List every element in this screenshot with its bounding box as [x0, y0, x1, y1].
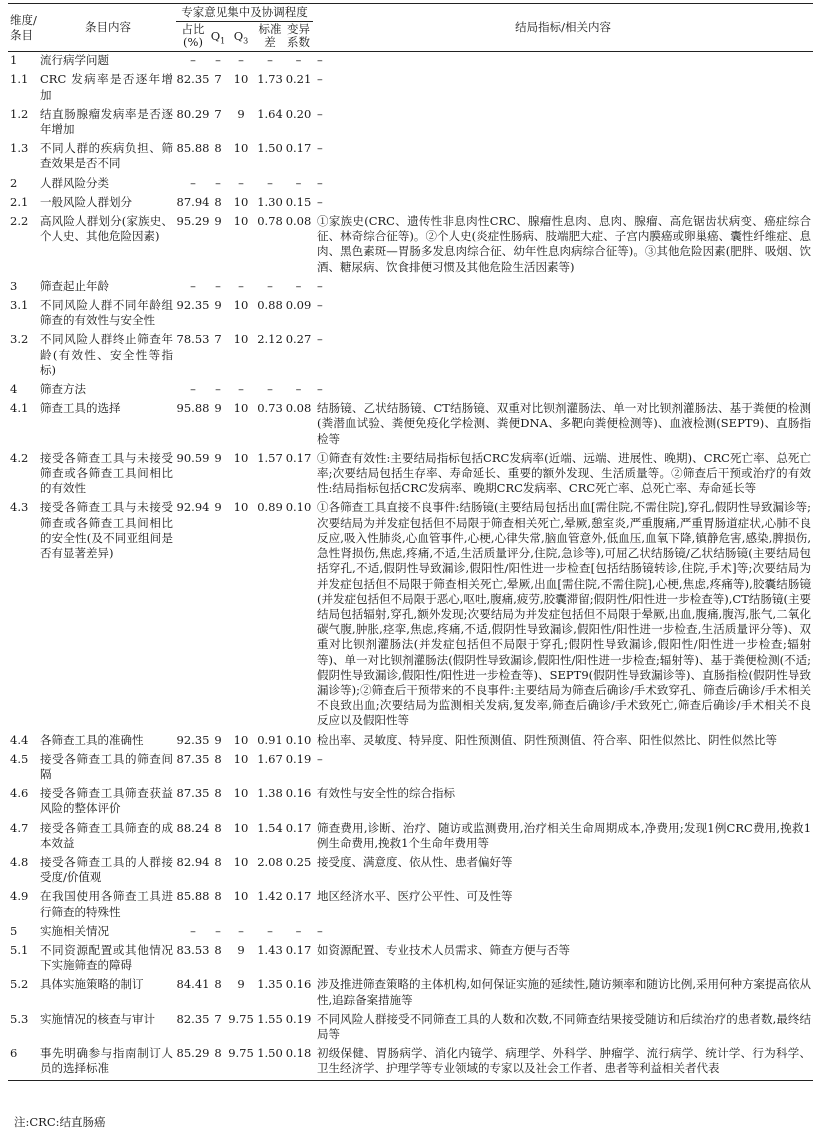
row-id: 1.3 [10, 141, 29, 156]
row-item: 实施情况的核查与审计 [40, 1011, 155, 1026]
row-q1: 8 [214, 942, 222, 957]
table-row [8, 52, 813, 72]
row-related: 检出率、灵敏度、特异度、阳性预测值、阴性预测值、符合率、阳性似然比、阴性似然比等 [317, 732, 778, 747]
row-q1: – [215, 382, 221, 397]
row-id: 5.1 [10, 942, 29, 957]
row-sd: 1.50 [257, 141, 283, 156]
row-q1: 9 [214, 214, 222, 229]
row-pct: 92.94 [176, 500, 210, 515]
row-sd: 0.78 [257, 214, 283, 229]
delphi-results-table [8, 3, 813, 1081]
row-pct: 85.88 [176, 889, 210, 904]
row-cv: 0.17 [285, 450, 312, 465]
row-pct: 92.35 [176, 732, 210, 747]
row-related: 有效性与安全性的综合指标 [317, 786, 456, 801]
row-pct: 87.35 [176, 786, 210, 801]
table-row [8, 140, 813, 174]
row-pct: 78.53 [176, 332, 210, 347]
row-sd: 1.55 [257, 1011, 283, 1026]
row-sd: 1.38 [257, 786, 283, 801]
header-q3-letter: Q [233, 28, 244, 43]
table-row [8, 381, 813, 400]
table-row [8, 888, 813, 922]
row-cv: 0.17 [285, 942, 312, 957]
table-row [8, 820, 813, 854]
row-item: 流行病学问题 [40, 53, 109, 68]
row-q3: – [238, 175, 244, 190]
row-id: 4 [10, 382, 18, 397]
row-q1: – [215, 278, 221, 293]
row-item: 人群风险分类 [40, 175, 109, 190]
row-pct: 88.24 [176, 820, 210, 835]
row-id: 1.1 [10, 72, 29, 87]
row-related: 不同风险人群接受不同筛查工具的人数和次数,不同筛查结果接受随访和后续治疗的患者数,最终结局等 [317, 1011, 812, 1041]
row-id: 2.1 [10, 194, 29, 209]
row-item: 在我国使用各筛查工具进行筛查的特殊性 [40, 889, 173, 919]
row-sd: 1.30 [257, 194, 283, 209]
row-sd: 0.88 [257, 298, 283, 313]
table-row [8, 854, 813, 888]
row-q1: 7 [214, 106, 222, 121]
row-cv: 0.15 [285, 194, 312, 209]
header-content: 条目内容 [40, 4, 176, 52]
row-cv: 0.18 [284, 1045, 313, 1080]
row-pct: 83.53 [176, 942, 210, 957]
row-q1: 8 [214, 820, 222, 835]
header-sd: 标准差 [256, 22, 284, 52]
row-sd: 0.73 [257, 401, 283, 416]
header-related: 结局指标/相关内容 [313, 4, 813, 52]
row-q3: 9 [237, 106, 245, 121]
header-consensus-group: 专家意见集中及协调程度 [176, 4, 313, 22]
row-related: – [317, 332, 323, 347]
row-related: 接受度、满意度、依从性、患者偏好等 [317, 854, 513, 869]
header-dim-item: 维度/条目 [8, 4, 40, 52]
row-related: – [317, 106, 323, 121]
row-pct: 90.59 [176, 450, 210, 465]
row-pct: – [190, 175, 196, 190]
row-q1: 9 [214, 298, 222, 313]
row-item: 接受各筛查工具筛查的成本效益 [40, 820, 173, 850]
row-related: 结肠镜、乙状结肠镜、CT结肠镜、双重对比钡剂灌肠法、单一对比钡剂灌肠法、基于粪便的检测(粪潜血试验、粪便免疫化学检测、粪便DNA、多靶向粪便检测等)、血液检测(SEPT9)、直肠指检等 [317, 401, 812, 446]
row-cv: 0.09 [285, 298, 312, 313]
table-row [8, 213, 813, 278]
row-q1: 9 [214, 500, 222, 515]
row-item: 接受各筛查工具的筛查间隔 [40, 751, 173, 781]
table-row [8, 1011, 813, 1045]
row-id: 3.1 [10, 298, 29, 313]
row-cv: 0.16 [285, 786, 312, 801]
row-q1: 8 [214, 786, 222, 801]
table-row [8, 942, 813, 976]
row-cv: 0.25 [285, 854, 312, 869]
table-row [8, 1045, 813, 1080]
row-related: – [317, 923, 323, 938]
row-q1: 7 [214, 72, 222, 87]
row-q1: 8 [214, 977, 222, 992]
row-cv: 0.16 [285, 977, 312, 992]
row-q3: 10 [233, 500, 249, 515]
row-item: 事先明确参与指南制订人员的选择标准 [40, 1045, 176, 1080]
row-item: CRC 发病率是否逐年增加 [40, 72, 173, 102]
row-sd: – [267, 278, 273, 293]
row-cv: – [295, 175, 302, 190]
table-row [8, 751, 813, 785]
row-item: 筛查方法 [40, 382, 86, 397]
row-related: 如资源配置、专业技术人员需求、筛查方便与否等 [317, 942, 571, 957]
table-row [8, 976, 813, 1010]
row-related: ①筛查有效性:主要结局指标包括CRC发病率(近端、远端、进展性、晚期)、CRC死亡率、总死亡率;次要结局包括生存率、寿命延长、重要的额外发现、生活质量等。②筛查后干预或治疗的有效性:结局指标包括CRC发病率、晚期CRC发病率、CRC死亡率、总死亡率、寿命延长等 [317, 450, 812, 496]
row-related: – [317, 278, 323, 293]
table-row [8, 923, 813, 942]
row-related: ①各筛查工具直接不良事件:结肠镜(主要结局包括出血[需住院,不需住院],穿孔,假阴性导致漏诊等;次要结局为并发症包括但不局限于筛查相关死亡,晕厥,憩室炎,严重腹痛,严重胃肠道症状,心肺不良反应,吸入性肺炎,心血管事件,心梗,心律失常,脑血管意外,低血压,血氧下降,镇静危害,感染,脾损伤,急性肾损伤,焦虑,疼痛,不适,生活质量评分,住院,急诊等),可屈乙状结肠镜/乙状结肠镜(主要结局包括穿孔,不适,假阴性导致漏诊,假阳性/阳性进一步检查[包括结肠镜转诊,住院,手术]等;次要结局为并发症包括但不局限于筛查相关死亡,晕厥,出血[需住院,不需住院],心梗,焦虑,疼痛等),胶囊结肠镜(并发症包括但不局限于恶心,呕吐,腹痛,疲劳,胶囊滞留;假阴性/阳性进一步检查等),CT结肠镜(主要结局包括辐射,穿孔,额外发现;次要结局为并发症包括但不局限于晕厥,出血,腹痛,腹泻,胀气,二氧化碳气腹,肿胀,痉挛,焦虑,疼痛,不适,假阴性导致漏诊,假阳性/阳性进一步检查,生活质量评分等)、双重对比钡剂灌肠法(并发症包括但不局限于穿孔;假阴性导致漏诊,假阳性/阳性进一步检查;辐射等)、单一对比钡剂灌肠法(假阴性导致漏诊,假阳性/阳性进一步检查;辐射等)、基于粪便检测(不适;假阴性导致漏诊,假阳性/阳性进一步检查等)、SEPT9(假阴性导致漏诊等)、直肠指检(假阴性导致漏诊等);②筛查后干预带来的不良事件:主要结局为筛查后确诊/手术致穿孔、筛查后确诊/手术相关不良致出血;次要结局为监测相关发病,复发率,筛查后确诊/手术致死亡,筛查后确诊/手术相关不良反应以及假阳性等 [317, 500, 812, 728]
row-q3: – [238, 382, 244, 397]
row-q1: – [215, 175, 221, 190]
row-sd: – [267, 382, 273, 397]
row-q3: – [238, 278, 244, 293]
row-item: 各筛查工具的准确性 [40, 732, 144, 747]
row-cv: – [295, 923, 302, 938]
row-id: 5 [10, 923, 18, 938]
table-row [8, 175, 813, 194]
row-q1: 7 [214, 332, 222, 347]
row-sd: 2.08 [257, 854, 283, 869]
row-related: – [317, 175, 323, 190]
row-cv: – [295, 382, 302, 397]
row-sd: – [267, 53, 273, 68]
row-pct: 85.29 [176, 1045, 210, 1080]
row-id: 1 [10, 53, 18, 68]
row-pct: – [190, 278, 196, 293]
row-id: 4.2 [10, 450, 29, 465]
row-pct: 85.88 [176, 141, 210, 156]
row-q1: 8 [214, 854, 222, 869]
row-id: 4.3 [10, 500, 29, 515]
header-q1-letter: Q [210, 28, 221, 43]
row-item: 接受各筛查工具与未接受筛查或各筛查工具间相比的有效性 [40, 450, 173, 496]
row-pct: – [190, 53, 196, 68]
row-q1: 8 [214, 889, 222, 904]
row-item: 实施相关情况 [40, 923, 109, 938]
row-sd: 1.50 [256, 1045, 284, 1080]
row-cv: 0.21 [285, 72, 312, 87]
row-pct: 80.29 [176, 106, 210, 121]
table-row [8, 400, 813, 450]
table-row [8, 106, 813, 140]
row-cv: 0.17 [285, 889, 312, 904]
row-q3: 10 [233, 786, 249, 801]
table-row [8, 331, 813, 381]
row-sd: 1.43 [257, 942, 283, 957]
row-pct: – [190, 382, 196, 397]
row-sd: 1.42 [257, 889, 283, 904]
row-sd: 1.73 [257, 72, 283, 87]
row-cv: 0.17 [285, 141, 312, 156]
row-q3: 10 [233, 141, 249, 156]
row-id: 6 [8, 1045, 40, 1080]
row-id: 3 [10, 278, 18, 293]
row-id: 5.2 [10, 977, 29, 992]
row-pct: 95.29 [176, 214, 210, 229]
row-pct: 82.35 [176, 1011, 210, 1026]
row-q1: – [215, 53, 221, 68]
row-q1: – [215, 923, 221, 938]
row-q1: 8 [214, 751, 222, 766]
row-item: 高风险人群划分(家族史、个人史、其他危险因素) [40, 214, 173, 244]
row-id: 4.5 [10, 751, 29, 766]
footnote: 注:CRC:结直肠癌 [14, 1115, 106, 1129]
row-q3: 10 [233, 889, 249, 904]
row-item: 接受各筛查工具筛查获益风险的整体评价 [40, 786, 173, 816]
row-id: 2.2 [10, 214, 29, 229]
row-id: 5.3 [10, 1011, 29, 1026]
row-cv: 0.08 [285, 214, 312, 229]
row-id: 4.9 [10, 889, 29, 904]
row-item: 一般风险人群划分 [40, 194, 132, 209]
row-pct: 82.94 [176, 854, 210, 869]
row-q3: 10 [233, 332, 249, 347]
row-cv: 0.10 [285, 500, 312, 515]
table-row [8, 194, 813, 213]
row-pct: 84.41 [176, 977, 210, 992]
row-sd: – [267, 923, 273, 938]
row-sd: 1.35 [257, 977, 283, 992]
row-pct: 87.35 [176, 751, 210, 766]
row-pct: 95.88 [176, 401, 210, 416]
row-id: 4.6 [10, 786, 29, 801]
row-id: 3.2 [10, 332, 29, 347]
row-q1: 9 [214, 401, 222, 416]
row-id: 2 [10, 175, 18, 190]
row-q3: 9.75 [228, 1011, 254, 1026]
row-sd: 1.64 [257, 106, 283, 121]
row-id: 4.1 [10, 401, 29, 416]
row-item: 不同风险人群不同年龄组筛查的有效性与安全性 [40, 298, 173, 328]
row-cv: 0.08 [285, 401, 312, 416]
row-id: 4.4 [10, 732, 29, 747]
row-q3: 10 [233, 854, 249, 869]
row-q3: 10 [233, 72, 249, 87]
row-q1: 9 [214, 732, 222, 747]
row-cv: 0.10 [285, 732, 312, 747]
header-cv: 变异系数 [284, 22, 313, 52]
row-cv: 0.17 [285, 820, 312, 835]
row-item: 不同风险人群终止筛查年龄(有效性、安全性等指标) [40, 332, 173, 377]
row-pct: – [190, 923, 196, 938]
row-q3: 9.75 [226, 1045, 256, 1080]
row-q1: 8 [214, 194, 222, 209]
row-item: 筛查工具的选择 [40, 401, 121, 416]
row-related: ①家族史(CRC、遗传性非息肉性CRC、腺瘤性息肉、息肉、腺瘤、高危锯齿状病变、癌症综合征、林奇综合征等)。②个人史(炎症性肠病、肢端肥大症、子宫内膜癌或卵巢癌、囊性纤维症、息肉、黑色素斑—胃肠多发息肉综合征、幼年性息肉病综合征等)。③其他危险因素(肥胖、吸烟、饮酒、糖尿病、饮食排便习惯及其他危险生活因素等) [317, 214, 812, 274]
header-pct: 占比(%) [176, 22, 210, 52]
row-cv: – [295, 53, 302, 68]
row-related: – [317, 382, 323, 397]
row-cv: 0.27 [285, 332, 312, 347]
row-q1: 9 [214, 450, 222, 465]
row-q3: 10 [233, 450, 249, 465]
row-id: 4.8 [10, 854, 29, 869]
row-sd: 0.91 [257, 732, 283, 747]
row-related: 地区经济水平、医疗公平性、可及性等 [317, 889, 513, 904]
row-pct: 82.35 [176, 72, 210, 87]
row-related: – [317, 141, 323, 156]
row-item: 不同资源配置或其他情况下实施筛查的障碍 [40, 942, 173, 973]
row-q3: 10 [233, 194, 249, 209]
row-related: – [317, 194, 323, 209]
header-q1 [210, 22, 226, 52]
header-q1-sub: 1 [220, 36, 226, 45]
row-related: 涉及推进筛查策略的主体机构,如何保证实施的延续性,随访频率和随访比例,采用何种方案提高依从性,追踪备案措施等 [317, 977, 812, 1007]
header-q3 [226, 22, 256, 52]
row-sd: 0.89 [257, 500, 283, 515]
row-q3: – [238, 53, 244, 68]
table-row [8, 450, 813, 500]
header-q3-sub: 3 [243, 36, 249, 45]
row-related: – [317, 53, 323, 68]
row-cv: 0.19 [285, 1011, 312, 1026]
table-header [8, 4, 813, 52]
table-row [8, 785, 813, 819]
table-body [8, 52, 813, 1080]
row-related: 筛查费用,诊断、治疗、随访或监测费用,治疗相关生命周期成本,净费用;发现1例CRC费用,挽救1例生命费用,挽救1个生命年费用等 [317, 820, 812, 850]
table-row [8, 297, 813, 331]
table-row [8, 499, 813, 731]
row-cv: 0.20 [285, 106, 312, 121]
row-item: 不同人群的疾病负担、筛查效果是否不同 [40, 141, 173, 171]
row-q3: 9 [237, 977, 245, 992]
row-q3: 9 [237, 942, 245, 957]
table-row [8, 732, 813, 751]
row-related: – [317, 72, 323, 87]
row-sd: 1.57 [257, 450, 283, 465]
row-related: – [317, 298, 323, 313]
row-q3: 10 [233, 298, 249, 313]
row-sd: 1.67 [257, 751, 283, 766]
row-related: – [317, 751, 323, 766]
row-item: 筛查起止年龄 [40, 278, 109, 293]
row-q1: 8 [214, 141, 222, 156]
row-cv: – [295, 278, 302, 293]
table-row [8, 278, 813, 297]
row-item: 具体实施策略的制订 [40, 977, 144, 992]
row-pct: 87.94 [176, 194, 210, 209]
row-item: 结直肠腺瘤发病率是否逐年增加 [40, 106, 173, 137]
table-row [8, 71, 813, 105]
row-q3: 10 [233, 751, 249, 766]
row-pct: 92.35 [176, 298, 210, 313]
row-item: 接受各筛查工具的人群接受度/价值观 [40, 854, 173, 885]
row-q1: 7 [214, 1011, 222, 1026]
row-id: 4.7 [10, 820, 29, 835]
row-cv: 0.19 [285, 751, 312, 766]
row-sd: 1.54 [257, 820, 283, 835]
row-item: 接受各筛查工具与未接受筛查或各筛查工具间相比的安全性(及不同亚组间是否有显著差异) [40, 500, 173, 561]
row-sd: 2.12 [257, 332, 283, 347]
row-q3: 10 [233, 820, 249, 835]
row-q3: – [238, 923, 244, 938]
row-related: 初级保健、胃肠病学、消化内镜学、病理学、外科学、肿瘤学、流行病学、统计学、行为科学、卫生经济学、护理学等专业领域的专家以及社会工作者、患者等利益相关者代表 [313, 1045, 813, 1080]
row-id: 1.2 [10, 106, 29, 121]
row-q3: 10 [233, 401, 249, 416]
row-sd: – [267, 175, 273, 190]
row-q3: 10 [233, 732, 249, 747]
row-q1: 8 [210, 1045, 226, 1080]
row-q3: 10 [233, 214, 249, 229]
